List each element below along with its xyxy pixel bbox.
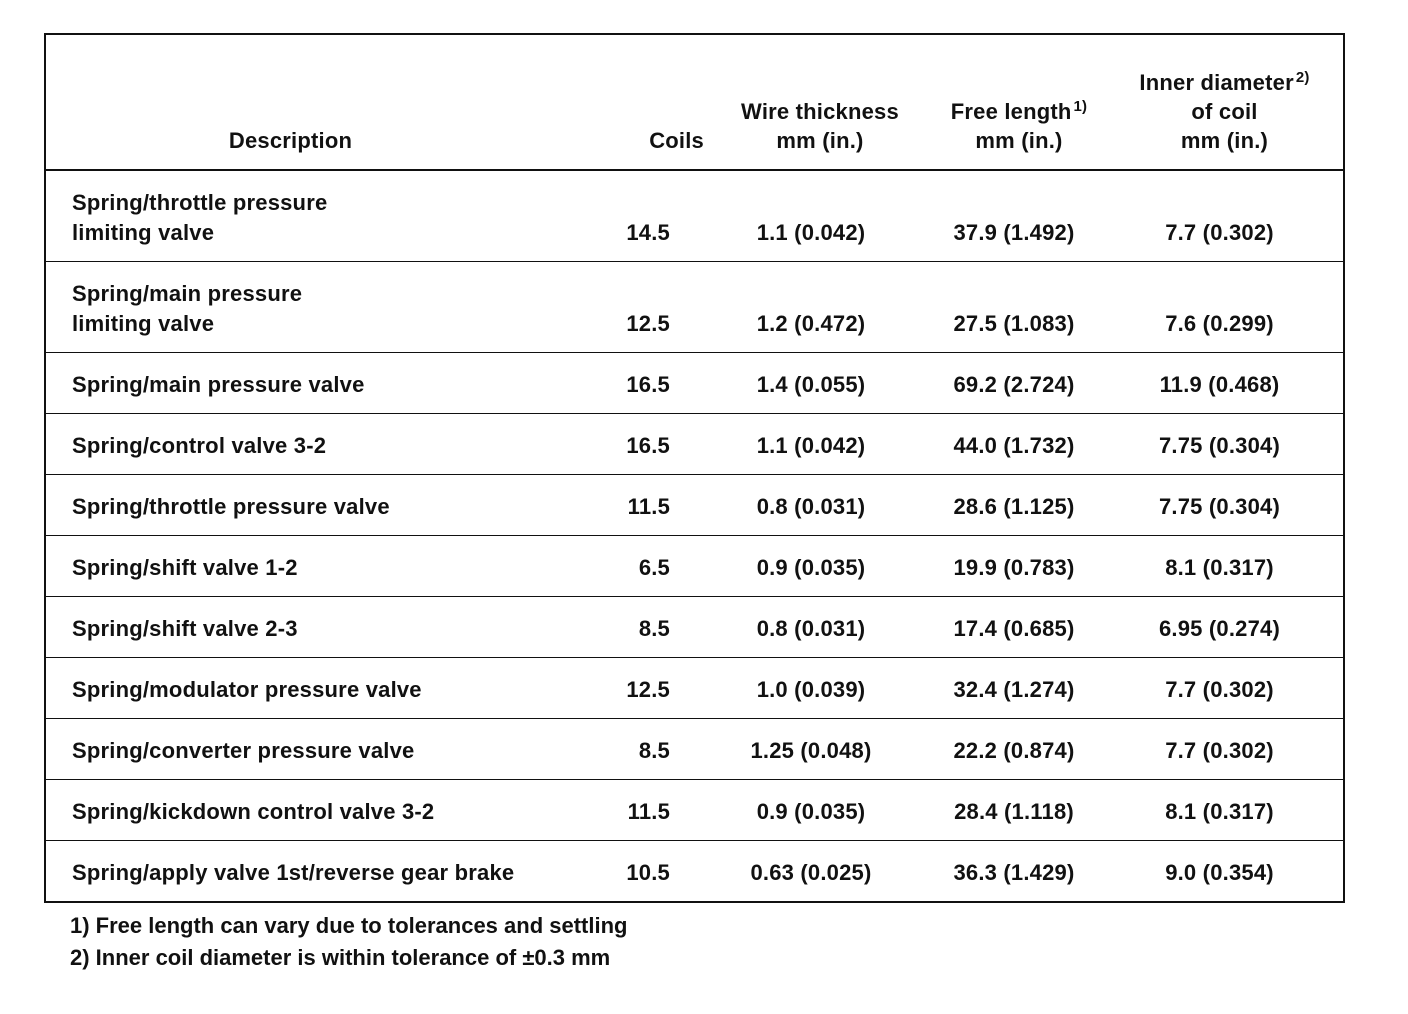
footnote-ref-2: 2) bbox=[1295, 69, 1310, 86]
cell-inner-diameter: 9.0 (0.354) bbox=[1165, 860, 1274, 885]
table-row bbox=[45, 841, 1344, 903]
table-row bbox=[45, 262, 1344, 353]
cell-inner-diameter: 11.9 (0.468) bbox=[1130, 353, 1344, 414]
cell-wire-thickness: 0.63 (0.025) bbox=[750, 860, 872, 885]
cell-free-length: 28.6 (1.125) bbox=[920, 475, 1130, 536]
cell-free-length: 36.3 (1.429) bbox=[953, 860, 1075, 885]
cell-coils: 8.5 bbox=[605, 719, 720, 780]
table-row bbox=[45, 475, 1344, 536]
cell-wire-thickness: 1.4 (0.055) bbox=[720, 353, 920, 414]
cell-inner-diameter: 7.75 (0.304) bbox=[1130, 475, 1344, 536]
cell-inner-diameter: 7.7 (0.302) bbox=[1130, 658, 1344, 719]
cell-coils: 12.5 bbox=[605, 658, 720, 719]
cell-description: Spring/main pressure valve bbox=[45, 353, 605, 414]
cell-wire-thickness: 1.2 (0.472) bbox=[720, 262, 920, 353]
header-wire-thickness: Wire thickness mm (in.) bbox=[720, 34, 920, 170]
cell-inner-diameter: 7.7 (0.302) bbox=[1130, 719, 1344, 780]
table-row bbox=[45, 597, 1344, 658]
header-coils: Coils bbox=[605, 34, 720, 170]
cell-description: Spring/kickdown control valve 3-2 bbox=[45, 780, 605, 841]
cell-inner-diameter: 8.1 (0.317) bbox=[1130, 536, 1344, 597]
cell-free-length: 17.4 (0.685) bbox=[920, 597, 1130, 658]
cell-description: Spring/main pressure limiting valve bbox=[45, 262, 605, 353]
cell-coils: 10.5 bbox=[626, 860, 670, 885]
cell-free-length: 22.2 (0.874) bbox=[920, 719, 1130, 780]
cell-free-length: 27.5 (1.083) bbox=[920, 262, 1130, 353]
cell-free-length: 28.4 (1.118) bbox=[920, 780, 1130, 841]
header-description: Description bbox=[45, 34, 605, 170]
cell-wire-thickness: 0.9 (0.035) bbox=[720, 536, 920, 597]
footnote-2: 2) Inner coil diameter is within tolerance of ±0.3 mm bbox=[70, 945, 611, 970]
cell-coils: 16.5 bbox=[605, 414, 720, 475]
footnote-1: 1) Free length can vary due to tolerances and settling bbox=[70, 913, 628, 938]
cell-description: Spring/apply valve 1st/reverse gear brake bbox=[72, 860, 515, 885]
cell-wire-thickness: 0.8 (0.031) bbox=[720, 475, 920, 536]
table-row bbox=[45, 170, 1344, 262]
cell-description: Spring/converter pressure valve bbox=[45, 719, 605, 780]
header-inner-diameter: Inner diameter $^{2)}$ of coil mm (in.) bbox=[1130, 34, 1344, 170]
cell-free-length: 37.9 (1.492) bbox=[920, 170, 1130, 262]
cell-free-length: 32.4 (1.274) bbox=[920, 658, 1130, 719]
table-row bbox=[45, 658, 1344, 719]
cell-free-length: 69.2 (2.724) bbox=[920, 353, 1130, 414]
spring-spec-table bbox=[44, 33, 1345, 903]
header-row bbox=[45, 34, 1344, 170]
cell-coils: 14.5 bbox=[605, 170, 720, 262]
cell-coils: 8.5 bbox=[605, 597, 720, 658]
header-free-length: Free length $^{1)}$ mm (in.) bbox=[920, 34, 1130, 170]
cell-coils: 16.5 bbox=[605, 353, 720, 414]
table-row bbox=[45, 536, 1344, 597]
cell-inner-diameter: 7.6 (0.299) bbox=[1130, 262, 1344, 353]
cell-inner-diameter: 8.1 (0.317) bbox=[1130, 780, 1344, 841]
cell-inner-diameter: 6.95 (0.274) bbox=[1130, 597, 1344, 658]
cell-description: Spring/shift valve 1-2 bbox=[45, 536, 605, 597]
table-row bbox=[45, 414, 1344, 475]
cell-coils: 6.5 bbox=[605, 536, 720, 597]
cell-description: Spring/modulator pressure valve bbox=[45, 658, 605, 719]
table-row bbox=[45, 780, 1344, 841]
cell-inner-diameter: 7.75 (0.304) bbox=[1130, 414, 1344, 475]
cell-wire-thickness: 0.8 (0.031) bbox=[720, 597, 920, 658]
footnote-ref-1: 1) bbox=[1073, 98, 1088, 115]
cell-description: Spring/control valve 3-2 bbox=[45, 414, 605, 475]
cell-free-length: 44.0 (1.732) bbox=[920, 414, 1130, 475]
cell-coils: 12.5 bbox=[605, 262, 720, 353]
cell-wire-thickness: 1.1 (0.042) bbox=[720, 170, 920, 262]
cell-coils: 11.5 bbox=[605, 475, 720, 536]
footnotes bbox=[70, 910, 627, 974]
cell-wire-thickness: 0.9 (0.035) bbox=[720, 780, 920, 841]
cell-description: Spring/throttle pressure valve bbox=[45, 475, 605, 536]
cell-free-length: 19.9 (0.783) bbox=[920, 536, 1130, 597]
cell-coils: 11.5 bbox=[605, 780, 720, 841]
cell-inner-diameter: 7.7 (0.302) bbox=[1130, 170, 1344, 262]
table-row bbox=[45, 353, 1344, 414]
cell-wire-thickness: 1.0 (0.039) bbox=[720, 658, 920, 719]
cell-wire-thickness: 1.1 (0.042) bbox=[720, 414, 920, 475]
cell-description: Spring/shift valve 2-3 bbox=[45, 597, 605, 658]
cell-description: Spring/throttle pressure limiting valve bbox=[45, 170, 605, 262]
table-row bbox=[45, 719, 1344, 780]
cell-wire-thickness: 1.25 (0.048) bbox=[720, 719, 920, 780]
